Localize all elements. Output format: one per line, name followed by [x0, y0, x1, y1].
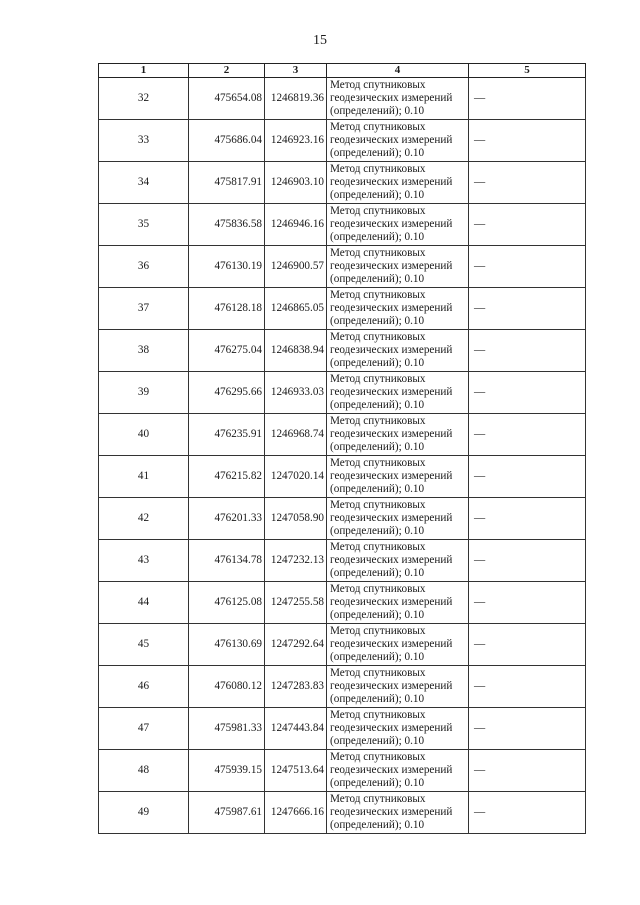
column-header-3: 3 — [265, 64, 327, 78]
note-cell: — — [469, 582, 586, 624]
y-coordinate-cell: 1246900.57 — [265, 246, 327, 288]
column-header-1: 1 — [99, 64, 189, 78]
y-coordinate-cell: 1247058.90 — [265, 498, 327, 540]
point-number-cell: 43 — [99, 540, 189, 582]
method-cell: Метод спутниковых геодезических измерений (определений); 0.10 — [327, 456, 469, 498]
note-cell: — — [469, 708, 586, 750]
point-number-cell: 42 — [99, 498, 189, 540]
table-row — [99, 708, 586, 750]
x-coordinate-cell: 476295.66 — [189, 372, 265, 414]
point-number-cell: 33 — [99, 120, 189, 162]
note-cell: — — [469, 792, 586, 834]
method-cell: Метод спутниковых геодезических измерений (определений); 0.10 — [327, 414, 469, 456]
method-cell: Метод спутниковых геодезических измерений (определений); 0.10 — [327, 288, 469, 330]
table-row — [99, 540, 586, 582]
table-header-row — [99, 64, 586, 78]
note-cell: — — [469, 750, 586, 792]
point-number-cell: 37 — [99, 288, 189, 330]
note-cell: — — [469, 162, 586, 204]
x-coordinate-cell: 475987.61 — [189, 792, 265, 834]
point-number-cell: 38 — [99, 330, 189, 372]
x-coordinate-cell: 475939.15 — [189, 750, 265, 792]
y-coordinate-cell: 1246946.16 — [265, 204, 327, 246]
table-row — [99, 414, 586, 456]
point-number-cell: 49 — [99, 792, 189, 834]
table-row — [99, 498, 586, 540]
note-cell: — — [469, 624, 586, 666]
method-cell: Метод спутниковых геодезических измерений (определений); 0.10 — [327, 246, 469, 288]
x-coordinate-cell: 475654.08 — [189, 78, 265, 120]
point-number-cell: 40 — [99, 414, 189, 456]
point-number-cell: 34 — [99, 162, 189, 204]
column-header-2: 2 — [189, 64, 265, 78]
table-row — [99, 792, 586, 834]
y-coordinate-cell: 1246923.16 — [265, 120, 327, 162]
y-coordinate-cell: 1246865.05 — [265, 288, 327, 330]
method-cell: Метод спутниковых геодезических измерений (определений); 0.10 — [327, 330, 469, 372]
x-coordinate-cell: 475817.91 — [189, 162, 265, 204]
table-row — [99, 666, 586, 708]
x-coordinate-cell: 475981.33 — [189, 708, 265, 750]
table-row — [99, 246, 586, 288]
point-number-cell: 45 — [99, 624, 189, 666]
table-row — [99, 78, 586, 120]
method-cell: Метод спутниковых геодезических измерений (определений); 0.10 — [327, 120, 469, 162]
y-coordinate-cell: 1247232.13 — [265, 540, 327, 582]
y-coordinate-cell: 1246903.10 — [265, 162, 327, 204]
note-cell: — — [469, 498, 586, 540]
point-number-cell: 35 — [99, 204, 189, 246]
method-cell: Метод спутниковых геодезических измерений (определений); 0.10 — [327, 624, 469, 666]
note-cell: — — [469, 456, 586, 498]
y-coordinate-cell: 1246838.94 — [265, 330, 327, 372]
x-coordinate-cell: 476235.91 — [189, 414, 265, 456]
x-coordinate-cell: 476275.04 — [189, 330, 265, 372]
column-header-5: 5 — [469, 64, 586, 78]
y-coordinate-cell: 1247666.16 — [265, 792, 327, 834]
table-body — [99, 78, 586, 834]
y-coordinate-cell: 1247020.14 — [265, 456, 327, 498]
method-cell: Метод спутниковых геодезических измерений (определений); 0.10 — [327, 372, 469, 414]
point-number-cell: 36 — [99, 246, 189, 288]
x-coordinate-cell: 475836.58 — [189, 204, 265, 246]
method-cell: Метод спутниковых геодезических измерений (определений); 0.10 — [327, 708, 469, 750]
point-number-cell: 32 — [99, 78, 189, 120]
x-coordinate-cell: 476080.12 — [189, 666, 265, 708]
point-number-cell: 48 — [99, 750, 189, 792]
table-row — [99, 162, 586, 204]
table-row — [99, 750, 586, 792]
note-cell: — — [469, 330, 586, 372]
point-number-cell: 41 — [99, 456, 189, 498]
y-coordinate-cell: 1247283.83 — [265, 666, 327, 708]
y-coordinate-cell: 1246933.03 — [265, 372, 327, 414]
method-cell: Метод спутниковых геодезических измерений (определений); 0.10 — [327, 540, 469, 582]
x-coordinate-cell: 475686.04 — [189, 120, 265, 162]
x-coordinate-cell: 476201.33 — [189, 498, 265, 540]
method-cell: Метод спутниковых геодезических измерений (определений); 0.10 — [327, 78, 469, 120]
table-row — [99, 372, 586, 414]
note-cell: — — [469, 78, 586, 120]
method-cell: Метод спутниковых геодезических измерений (определений); 0.10 — [327, 162, 469, 204]
column-header-4: 4 — [327, 64, 469, 78]
x-coordinate-cell: 476130.19 — [189, 246, 265, 288]
coordinates-table — [98, 63, 586, 834]
table-row — [99, 120, 586, 162]
note-cell: — — [469, 540, 586, 582]
y-coordinate-cell: 1246968.74 — [265, 414, 327, 456]
note-cell: — — [469, 120, 586, 162]
note-cell: — — [469, 414, 586, 456]
table-row — [99, 204, 586, 246]
table-row — [99, 624, 586, 666]
note-cell: — — [469, 666, 586, 708]
point-number-cell: 47 — [99, 708, 189, 750]
y-coordinate-cell: 1247443.84 — [265, 708, 327, 750]
y-coordinate-cell: 1247513.64 — [265, 750, 327, 792]
x-coordinate-cell: 476215.82 — [189, 456, 265, 498]
x-coordinate-cell: 476134.78 — [189, 540, 265, 582]
method-cell: Метод спутниковых геодезических измерений (определений); 0.10 — [327, 582, 469, 624]
y-coordinate-cell: 1247292.64 — [265, 624, 327, 666]
x-coordinate-cell: 476125.08 — [189, 582, 265, 624]
note-cell: — — [469, 372, 586, 414]
x-coordinate-cell: 476130.69 — [189, 624, 265, 666]
note-cell: — — [469, 288, 586, 330]
table-row — [99, 456, 586, 498]
method-cell: Метод спутниковых геодезических измерений (определений); 0.10 — [327, 792, 469, 834]
method-cell: Метод спутниковых геодезических измерений (определений); 0.10 — [327, 204, 469, 246]
table-row — [99, 330, 586, 372]
y-coordinate-cell: 1247255.58 — [265, 582, 327, 624]
method-cell: Метод спутниковых геодезических измерений (определений); 0.10 — [327, 666, 469, 708]
method-cell: Метод спутниковых геодезических измерений (определений); 0.10 — [327, 750, 469, 792]
note-cell: — — [469, 246, 586, 288]
point-number-cell: 46 — [99, 666, 189, 708]
note-cell: — — [469, 204, 586, 246]
point-number-cell: 44 — [99, 582, 189, 624]
y-coordinate-cell: 1246819.36 — [265, 78, 327, 120]
page-number: 15 — [313, 33, 327, 48]
method-cell: Метод спутниковых геодезических измерений (определений); 0.10 — [327, 498, 469, 540]
x-coordinate-cell: 476128.18 — [189, 288, 265, 330]
table-row — [99, 582, 586, 624]
point-number-cell: 39 — [99, 372, 189, 414]
table-row — [99, 288, 586, 330]
